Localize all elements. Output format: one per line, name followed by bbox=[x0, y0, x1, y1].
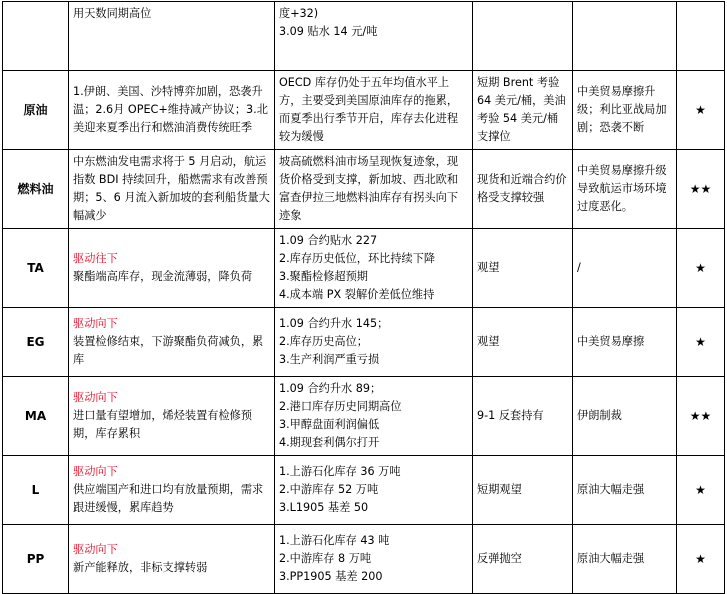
fundamentals-line: 4.期现套利偶尔打开 bbox=[279, 436, 380, 449]
fundamentals-line: 2.港口库存历史同期高位 bbox=[279, 400, 402, 413]
driver-cell bbox=[69, 456, 275, 525]
table-row bbox=[3, 525, 725, 594]
fundamentals-line: 3.09 贴水 14 元/吨 bbox=[279, 25, 378, 38]
fundamentals-line: 度+32) bbox=[279, 7, 319, 20]
table-row bbox=[3, 229, 725, 308]
driver-direction: 驱动向下 bbox=[73, 317, 118, 330]
fundamentals-cell bbox=[275, 150, 473, 229]
driver-text: 中东燃油发电需求将于 5 月启动，航运指数 BDI 持续回升，船燃需求有改善预期；5、6 月流入新加坡的套利船货量大幅减少 bbox=[73, 155, 270, 222]
fundamentals-line: 3.L1905 基差 50 bbox=[279, 501, 369, 514]
risk-cell: 原油大幅走强 bbox=[573, 456, 677, 525]
strategy-cell: 观望 bbox=[473, 229, 573, 308]
risk-cell: 中美贸易摩擦升级导致航运市场环境过度恶化。 bbox=[573, 150, 677, 229]
rating-stars: ★ bbox=[677, 456, 725, 525]
driver-text: 供应端国产和进口均有放量预期，需求跟进缓慢，累库趋势 bbox=[73, 483, 264, 514]
driver-cell bbox=[69, 150, 275, 229]
commodity-name bbox=[3, 2, 69, 71]
rating-stars bbox=[677, 2, 725, 71]
fundamentals-line: 2.中游库存 8 万吨 bbox=[279, 552, 372, 565]
fundamentals-line: 3.PP1905 基差 200 bbox=[279, 570, 383, 583]
fundamentals-line: 2.中游库存 52 万吨 bbox=[279, 483, 379, 496]
fundamentals-line: OECD 库存仍处于五年均值水平上方，主要受到美国原油库存的拖累，而夏季出行季节开启，库存去化进程较为缓慢 bbox=[279, 76, 459, 143]
fundamentals-line: 1.09 合约升水 89； bbox=[279, 382, 382, 395]
driver-cell bbox=[69, 229, 275, 308]
table-row bbox=[3, 150, 725, 229]
table-row bbox=[3, 2, 725, 71]
commodity-name: L bbox=[3, 456, 69, 525]
driver-text: 装置检修结束，下游聚酯负荷减负，累库 bbox=[73, 335, 264, 366]
fundamentals-cell bbox=[275, 525, 473, 594]
driver-cell bbox=[69, 525, 275, 594]
driver-direction: 驱动向下 bbox=[73, 465, 118, 478]
table-row bbox=[3, 308, 725, 377]
risk-cell bbox=[573, 2, 677, 71]
risk-cell: 中美贸易摩擦升级；利比亚战局加剧；恐袭不断 bbox=[573, 71, 677, 150]
table-body bbox=[3, 2, 725, 594]
fundamentals-line: 1.09 合约升水 145； bbox=[279, 317, 389, 330]
fundamentals-line: 1.上游石化库存 43 吨 bbox=[279, 534, 390, 547]
rating-stars: ★★ bbox=[677, 150, 725, 229]
strategy-cell: 观望 bbox=[473, 308, 573, 377]
risk-cell: 中美贸易摩擦 bbox=[573, 308, 677, 377]
fundamentals-line: 坡高硫燃料油市场呈现恢复迹象，现货价格受到支撑，新加坡、西北欧和富查伊拉三地燃料油库存有拐头向下迹象 bbox=[279, 155, 459, 222]
commodity-name: MA bbox=[3, 377, 69, 456]
driver-text: 聚酯端高库存，现金流薄弱，降负荷 bbox=[73, 270, 253, 283]
driver-cell bbox=[69, 2, 275, 71]
driver-cell bbox=[69, 308, 275, 377]
fundamentals-line: 3.生产利润严重亏损 bbox=[279, 353, 380, 366]
fundamentals-cell bbox=[275, 229, 473, 308]
fundamentals-cell bbox=[275, 377, 473, 456]
rating-stars: ★ bbox=[677, 308, 725, 377]
fundamentals-line: 1.09 合约贴水 227 bbox=[279, 234, 378, 247]
fundamentals-line: 4.成本端 PX 裂解价差低位维持 bbox=[279, 288, 435, 301]
driver-cell bbox=[69, 377, 275, 456]
rating-stars: ★ bbox=[677, 71, 725, 150]
commodity-strategy-table bbox=[2, 1, 725, 594]
commodity-name: 燃料油 bbox=[3, 150, 69, 229]
table-row bbox=[3, 71, 725, 150]
strategy-cell bbox=[473, 2, 573, 71]
table-row bbox=[3, 456, 725, 525]
driver-direction: 驱动向下 bbox=[73, 391, 118, 404]
driver-text: 新产能释放，非标支撑转弱 bbox=[73, 561, 208, 574]
rating-stars: ★ bbox=[677, 525, 725, 594]
commodity-name: TA bbox=[3, 229, 69, 308]
strategy-cell: 现货和近端合约价格受支撑较强 bbox=[473, 150, 573, 229]
driver-direction: 驱动往下 bbox=[73, 252, 118, 265]
driver-cell bbox=[69, 71, 275, 150]
risk-cell: 原油大幅走强 bbox=[573, 525, 677, 594]
fundamentals-cell bbox=[275, 71, 473, 150]
fundamentals-cell bbox=[275, 456, 473, 525]
fundamentals-line: 1.上游石化库存 36 万吨 bbox=[279, 465, 401, 478]
fundamentals-line: 3.聚酯检修超预期 bbox=[279, 270, 368, 283]
driver-text: 1.伊朗、美国、沙特博弈加剧，恐袭升温；2.6月 OPEC+维持减产协议；3.北美迎来夏季出行和燃油消费传统旺季 bbox=[73, 85, 268, 134]
fundamentals-line: 2.库存历史低位，环比持续下降 bbox=[279, 252, 436, 265]
driver-text: 用天数同期高位 bbox=[73, 7, 152, 20]
driver-direction: 驱动向下 bbox=[73, 543, 118, 556]
strategy-cell: 反弹抛空 bbox=[473, 525, 573, 594]
fundamentals-cell bbox=[275, 308, 473, 377]
table-row bbox=[3, 377, 725, 456]
risk-cell: 伊朗制裁 bbox=[573, 377, 677, 456]
driver-text: 进口量有望增加，烯烃装置有检修预期，库存累积 bbox=[73, 409, 253, 440]
strategy-cell: 短期 Brent 考验64 美元/桶，美油考验 54 美元/桶支撑位 bbox=[473, 71, 573, 150]
rating-stars: ★★ bbox=[677, 377, 725, 456]
risk-cell: / bbox=[573, 229, 677, 308]
commodity-name: EG bbox=[3, 308, 69, 377]
commodity-name: PP bbox=[3, 525, 69, 594]
fundamentals-cell bbox=[275, 2, 473, 71]
rating-stars: ★ bbox=[677, 229, 725, 308]
fundamentals-line: 2.库存历史高位； bbox=[279, 335, 368, 348]
strategy-cell: 短期观望 bbox=[473, 456, 573, 525]
commodity-name: 原油 bbox=[3, 71, 69, 150]
fundamentals-line: 3.甲醇盘面利润偏低 bbox=[279, 418, 380, 431]
strategy-cell: 9-1 反套持有 bbox=[473, 377, 573, 456]
